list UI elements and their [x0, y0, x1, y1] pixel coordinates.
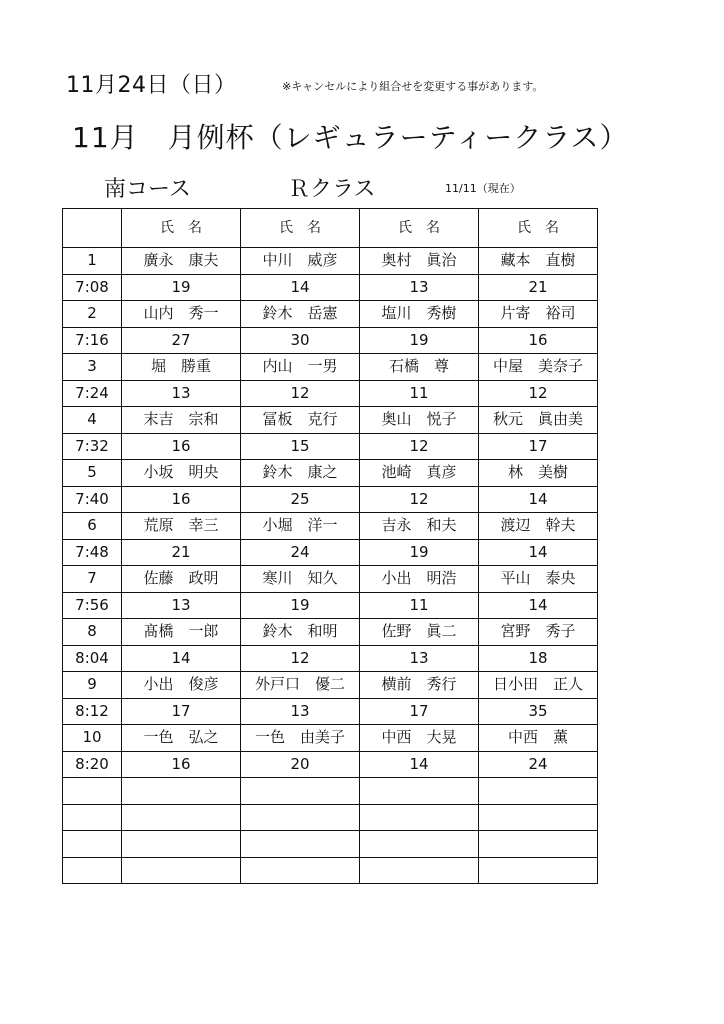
- group-number: 9: [63, 672, 122, 699]
- player-name: 藏本 直樹: [479, 248, 598, 275]
- pairing-table: [62, 208, 598, 884]
- table-row: [63, 566, 598, 593]
- blank-cell: [241, 778, 360, 805]
- player-handicap: 14: [479, 539, 598, 566]
- player-handicap: 24: [241, 539, 360, 566]
- player-name: 髙橋 一郎: [122, 619, 241, 646]
- blank-cell: [241, 857, 360, 884]
- column-header-name: 氏 名: [241, 209, 360, 248]
- player-handicap: 11: [360, 380, 479, 407]
- player-name: 中川 威彦: [241, 248, 360, 275]
- player-handicap: 19: [241, 592, 360, 619]
- player-handicap: 24: [479, 751, 598, 778]
- blank-cell: [479, 804, 598, 831]
- blank-cell: [63, 857, 122, 884]
- table-row: [63, 248, 598, 275]
- group-number: 4: [63, 407, 122, 434]
- player-handicap: 13: [122, 380, 241, 407]
- group-number: 6: [63, 513, 122, 540]
- table-row: [63, 645, 598, 672]
- table-row: [63, 751, 598, 778]
- blank-cell: [479, 857, 598, 884]
- group-number: 8: [63, 619, 122, 646]
- player-name: 内山 一男: [241, 354, 360, 381]
- player-handicap: 12: [479, 380, 598, 407]
- blank-cell: [360, 778, 479, 805]
- blank-cell: [241, 831, 360, 858]
- table-row: [63, 380, 598, 407]
- table-row: [63, 407, 598, 434]
- player-name: 冨板 克行: [241, 407, 360, 434]
- player-handicap: 14: [360, 751, 479, 778]
- blank-cell: [360, 804, 479, 831]
- player-name: 小堀 洋一: [241, 513, 360, 540]
- player-name: 平山 泰央: [479, 566, 598, 593]
- player-name: 宮野 秀子: [479, 619, 598, 646]
- player-handicap: 16: [122, 433, 241, 460]
- player-name: 鈴木 和明: [241, 619, 360, 646]
- tee-time: 7:08: [63, 274, 122, 301]
- page-title: 11月 月例杯（レギュラーティークラス）: [72, 121, 629, 154]
- player-name: 林 美樹: [479, 460, 598, 487]
- table-row: [63, 274, 598, 301]
- player-name: 中屋 美奈子: [479, 354, 598, 381]
- tee-time: 7:16: [63, 327, 122, 354]
- player-handicap: 13: [241, 698, 360, 725]
- cancellation-notice: ※キャンセルにより組合せを変更する事があります。: [282, 80, 544, 93]
- player-handicap: 27: [122, 327, 241, 354]
- blank-row: [63, 804, 598, 831]
- player-name: 鈴木 岳憲: [241, 301, 360, 328]
- group-number: 10: [63, 725, 122, 752]
- player-name: 廣永 康夫: [122, 248, 241, 275]
- player-handicap: 14: [122, 645, 241, 672]
- blank-cell: [360, 831, 479, 858]
- player-handicap: 30: [241, 327, 360, 354]
- player-handicap: 19: [360, 539, 479, 566]
- player-name: 中西 薫: [479, 725, 598, 752]
- tee-time: 7:40: [63, 486, 122, 513]
- player-name: 寒川 知久: [241, 566, 360, 593]
- player-handicap: 19: [360, 327, 479, 354]
- player-name: 佐野 眞二: [360, 619, 479, 646]
- player-handicap: 21: [122, 539, 241, 566]
- group-number: 5: [63, 460, 122, 487]
- blank-cell: [122, 831, 241, 858]
- player-name: 日小田 正人: [479, 672, 598, 699]
- table-row: [63, 486, 598, 513]
- table-row: [63, 460, 598, 487]
- pairing-table-body: [63, 209, 598, 884]
- player-handicap: 12: [241, 380, 360, 407]
- blank-cell: [479, 831, 598, 858]
- table-row: [63, 592, 598, 619]
- blank-cell: [63, 831, 122, 858]
- player-handicap: 12: [360, 433, 479, 460]
- table-row: [63, 433, 598, 460]
- blank-cell: [479, 778, 598, 805]
- player-name: 山内 秀一: [122, 301, 241, 328]
- player-name: 池崎 真彦: [360, 460, 479, 487]
- player-handicap: 16: [122, 486, 241, 513]
- tee-time: 7:24: [63, 380, 122, 407]
- player-name: 片寄 裕司: [479, 301, 598, 328]
- player-handicap: 17: [122, 698, 241, 725]
- player-handicap: 17: [360, 698, 479, 725]
- player-name: 横前 秀行: [360, 672, 479, 699]
- table-row: [63, 725, 598, 752]
- column-header-name: 氏 名: [360, 209, 479, 248]
- header-row: [63, 209, 598, 248]
- blank-cell: [360, 857, 479, 884]
- table-row: [63, 513, 598, 540]
- player-name: 佐藤 政明: [122, 566, 241, 593]
- player-handicap: 14: [241, 274, 360, 301]
- player-name: 中西 大晃: [360, 725, 479, 752]
- player-handicap: 12: [360, 486, 479, 513]
- group-number: 2: [63, 301, 122, 328]
- blank-cell: [63, 778, 122, 805]
- player-name: 塩川 秀樹: [360, 301, 479, 328]
- player-name: 鈴木 康之: [241, 460, 360, 487]
- player-handicap: 13: [122, 592, 241, 619]
- player-handicap: 13: [360, 645, 479, 672]
- player-name: 堀 勝重: [122, 354, 241, 381]
- table-row: [63, 672, 598, 699]
- class-name: Ｒクラス: [288, 177, 376, 202]
- event-date: 11月24日（日）: [66, 73, 237, 98]
- player-handicap: 35: [479, 698, 598, 725]
- column-header-name: 氏 名: [122, 209, 241, 248]
- player-handicap: 16: [479, 327, 598, 354]
- tee-time: 8:12: [63, 698, 122, 725]
- blank-cell: [63, 804, 122, 831]
- player-name: 一色 弘之: [122, 725, 241, 752]
- table-row: [63, 354, 598, 381]
- table-row: [63, 327, 598, 354]
- table-row: [63, 698, 598, 725]
- player-name: 外戸口 優二: [241, 672, 360, 699]
- player-name: 渡辺 幹夫: [479, 513, 598, 540]
- table-row: [63, 301, 598, 328]
- player-handicap: 16: [122, 751, 241, 778]
- player-name: 小坂 明央: [122, 460, 241, 487]
- group-number: 1: [63, 248, 122, 275]
- as-of-date: 11/11（現在）: [445, 182, 521, 195]
- player-name: 奥山 悦子: [360, 407, 479, 434]
- player-handicap: 21: [479, 274, 598, 301]
- player-name: 秋元 眞由美: [479, 407, 598, 434]
- tee-time: 7:56: [63, 592, 122, 619]
- player-name: 吉永 和夫: [360, 513, 479, 540]
- group-number: 3: [63, 354, 122, 381]
- blank-cell: [122, 778, 241, 805]
- player-handicap: 18: [479, 645, 598, 672]
- blank-row: [63, 831, 598, 858]
- player-name: 小出 俊彦: [122, 672, 241, 699]
- blank-cell: [122, 857, 241, 884]
- player-name: 末吉 宗和: [122, 407, 241, 434]
- corner-cell: [63, 209, 122, 248]
- player-handicap: 11: [360, 592, 479, 619]
- player-handicap: 14: [479, 486, 598, 513]
- course-name: 南コース: [104, 177, 191, 202]
- player-name: 荒原 幸三: [122, 513, 241, 540]
- blank-row: [63, 857, 598, 884]
- table-row: [63, 539, 598, 566]
- blank-row: [63, 778, 598, 805]
- player-name: 小出 明浩: [360, 566, 479, 593]
- player-handicap: 12: [241, 645, 360, 672]
- tee-time: 8:20: [63, 751, 122, 778]
- player-handicap: 19: [122, 274, 241, 301]
- player-name: 奥村 眞治: [360, 248, 479, 275]
- player-handicap: 17: [479, 433, 598, 460]
- group-number: 7: [63, 566, 122, 593]
- tee-time: 8:04: [63, 645, 122, 672]
- player-handicap: 14: [479, 592, 598, 619]
- table-row: [63, 619, 598, 646]
- blank-cell: [122, 804, 241, 831]
- column-header-name: 氏 名: [479, 209, 598, 248]
- tee-time: 7:48: [63, 539, 122, 566]
- tee-time: 7:32: [63, 433, 122, 460]
- player-handicap: 13: [360, 274, 479, 301]
- blank-cell: [241, 804, 360, 831]
- player-handicap: 20: [241, 751, 360, 778]
- player-name: 一色 由美子: [241, 725, 360, 752]
- player-handicap: 25: [241, 486, 360, 513]
- player-name: 石橋 尊: [360, 354, 479, 381]
- player-handicap: 15: [241, 433, 360, 460]
